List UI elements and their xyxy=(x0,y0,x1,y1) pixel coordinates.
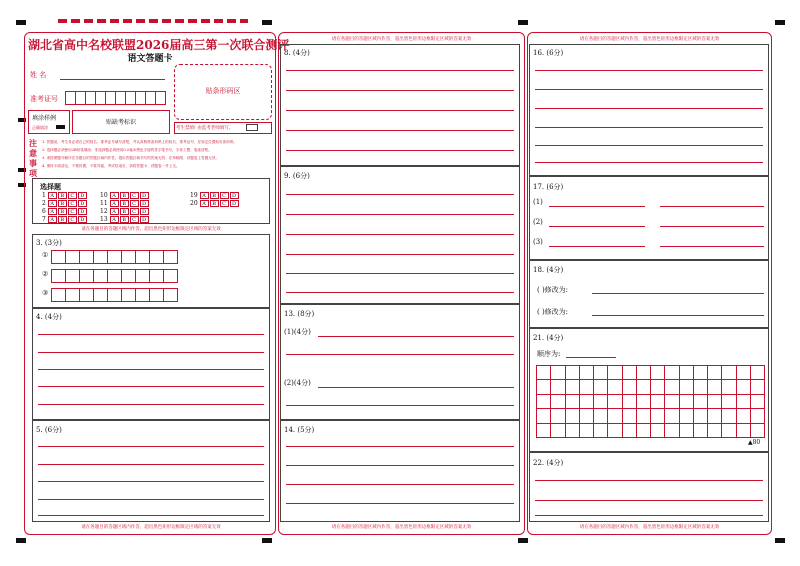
grid-cell[interactable] xyxy=(650,423,665,438)
q16-answer-area[interactable] xyxy=(529,44,769,176)
grid-cell[interactable] xyxy=(550,365,565,380)
absent-mark-label: 贴缺考标识 xyxy=(105,119,136,126)
grid-cell[interactable] xyxy=(736,365,751,380)
q8-answer-area[interactable] xyxy=(280,44,520,166)
answer-line xyxy=(286,292,514,293)
q13-part-1: (1)(4分) xyxy=(284,328,311,336)
grid-cell[interactable] xyxy=(565,408,580,423)
q21-writing-grid[interactable] xyxy=(536,365,764,437)
answer-line xyxy=(286,446,514,447)
grid-cell[interactable] xyxy=(679,379,694,394)
grid-cell[interactable] xyxy=(622,379,637,394)
choice-row-13[interactable]: 13 A B C D xyxy=(100,216,150,223)
answer-line xyxy=(286,70,514,71)
page-subtitle: 语文答题卡 xyxy=(127,54,173,64)
choice-row-20[interactable]: 20 A B C D xyxy=(190,200,240,207)
grid-cell[interactable] xyxy=(693,408,708,423)
grid-cell[interactable] xyxy=(679,408,694,423)
grid-cell[interactable] xyxy=(636,408,651,423)
note-item: 4. 保持卡面清洁，不要折叠，不要弄破，考试结束后，请将答题卡、试题卷一并上交。 xyxy=(42,164,180,168)
q18-label: 18. (4分) xyxy=(533,266,564,274)
grid-cell[interactable] xyxy=(721,365,736,380)
answer-line xyxy=(318,336,514,337)
grid-cell[interactable] xyxy=(721,408,736,423)
grid-cell[interactable] xyxy=(565,365,580,380)
grid-cell[interactable] xyxy=(650,365,665,380)
q16-label: 16. (6分) xyxy=(533,49,564,57)
answer-line xyxy=(38,404,264,405)
grid-cell[interactable] xyxy=(750,408,765,423)
grid-cell[interactable] xyxy=(707,379,722,394)
q18-line-2: ( )修改为: xyxy=(537,308,569,316)
grid-cell[interactable] xyxy=(607,423,622,438)
q3-grid-row-3[interactable] xyxy=(52,287,178,306)
grid-cell[interactable] xyxy=(736,408,751,423)
grid-cell[interactable] xyxy=(721,423,736,438)
grid-cell[interactable] xyxy=(750,423,765,438)
grid-cell[interactable] xyxy=(565,379,580,394)
answer-line xyxy=(286,234,514,235)
grid-cell[interactable] xyxy=(693,365,708,380)
q9-label: 9. (6分) xyxy=(284,172,310,180)
choice-row-7[interactable]: 7 A B C D xyxy=(42,216,88,223)
grid-cell[interactable] xyxy=(536,379,551,394)
grid-cell[interactable] xyxy=(607,379,622,394)
grid-cell[interactable] xyxy=(565,423,580,438)
grid-cell[interactable] xyxy=(679,394,694,409)
grid-cell[interactable] xyxy=(593,379,608,394)
grid-cell[interactable] xyxy=(550,408,565,423)
choice-row-10[interactable]: 10 A B C D xyxy=(100,192,150,199)
barcode-area-label: 贴条形码区 xyxy=(205,87,241,95)
grid-cell[interactable] xyxy=(736,379,751,394)
alignment-mark xyxy=(775,538,785,543)
grid-cell[interactable] xyxy=(550,379,565,394)
q14-label: 14. (5分) xyxy=(284,426,315,434)
note-item: 2. 选择题必须使用2B铅笔填涂；非选择题必须使用0.5毫米黑色字迹的签字笔书写，字体工整、笔迹清楚。 xyxy=(42,148,212,152)
boundary-note: 请在各题目的答题区域内作答，超出黑色矩形边框限定区域的答案无效 xyxy=(81,227,221,232)
answer-line xyxy=(286,254,514,255)
answer-line xyxy=(286,484,514,485)
choice-row-2[interactable]: 2 A B C D xyxy=(42,200,88,207)
grid-cell[interactable] xyxy=(565,394,580,409)
grid-cell[interactable] xyxy=(579,408,594,423)
answer-line xyxy=(286,110,514,111)
grid-cell[interactable] xyxy=(593,408,608,423)
grid-cell[interactable] xyxy=(593,394,608,409)
choice-row-1[interactable]: 1 A B C D xyxy=(42,192,88,199)
grid-cell[interactable] xyxy=(579,423,594,438)
q13-answer-area[interactable] xyxy=(280,304,520,420)
notes-title-1: 注 xyxy=(29,138,37,148)
answer-line xyxy=(286,130,514,131)
choice-row-11[interactable]: 11 A B C D xyxy=(100,200,150,207)
grid-cell[interactable] xyxy=(607,394,622,409)
grid-cell[interactable] xyxy=(636,365,651,380)
grid-cell[interactable] xyxy=(707,365,722,380)
grid-cell[interactable] xyxy=(721,394,736,409)
notes-title-2: 意 xyxy=(29,148,37,158)
q22-label: 22. (4分) xyxy=(533,459,564,467)
q18-line-1: ( )修改为: xyxy=(537,286,569,294)
answer-line xyxy=(38,386,264,387)
grid-cell[interactable] xyxy=(707,408,722,423)
alignment-mark xyxy=(262,538,272,543)
grid-cell[interactable] xyxy=(536,394,551,409)
q22-answer-area[interactable] xyxy=(529,452,769,522)
grid-cell[interactable] xyxy=(664,394,679,409)
grid-cell[interactable] xyxy=(650,394,665,409)
grid-cell[interactable] xyxy=(707,423,722,438)
exam-number-boxes[interactable] xyxy=(66,90,166,104)
q21-grid-count: ▲80 xyxy=(748,439,761,446)
alignment-mark xyxy=(16,20,26,25)
grid-cell[interactable] xyxy=(693,379,708,394)
answer-line xyxy=(38,334,264,335)
fill-example-label: 填涂样例 xyxy=(32,115,57,122)
answer-line xyxy=(286,465,514,466)
q21-label: 21. (4分) xyxy=(533,334,564,342)
grid-cell[interactable] xyxy=(550,394,565,409)
answer-line xyxy=(38,446,264,447)
grid-cell[interactable] xyxy=(664,379,679,394)
answer-line xyxy=(535,145,763,146)
answer-line xyxy=(592,293,764,294)
answer-line xyxy=(286,90,514,91)
q17-part-label: (1) xyxy=(533,198,543,206)
answer-line xyxy=(535,480,763,481)
notes-title-3: 事 xyxy=(29,158,37,168)
answer-line xyxy=(286,194,514,195)
grid-cell[interactable] xyxy=(750,365,765,380)
page-title: 湖北省高中名校联盟2026届高三第一次联合测评 xyxy=(28,38,290,52)
grid-cell[interactable] xyxy=(750,394,765,409)
boundary-note: 请在各题目的答题区域内作答，超出黑色矩形边框限定区域的答案无效 xyxy=(579,37,720,42)
q3-grid-row-2[interactable] xyxy=(52,268,178,287)
grid-cell[interactable] xyxy=(550,423,565,438)
header-dash-bar xyxy=(58,19,248,23)
answer-line xyxy=(38,464,264,465)
answer-line xyxy=(38,369,264,370)
grid-cell[interactable] xyxy=(536,365,551,380)
q3-row-label: ① xyxy=(42,251,49,259)
boundary-note: 请在各题目的答题区域内作答，超出黑色矩形边框限定区域的答案无效 xyxy=(81,525,221,530)
answer-line xyxy=(286,150,514,151)
grid-cell[interactable] xyxy=(750,379,765,394)
q5-answer-area[interactable] xyxy=(32,420,270,522)
answer-line xyxy=(286,405,514,406)
grid-cell[interactable] xyxy=(607,408,622,423)
answer-line xyxy=(660,246,764,247)
exam-number-label: 准考证号 xyxy=(30,95,58,103)
grid-cell[interactable] xyxy=(536,423,551,438)
answer-line xyxy=(566,357,616,358)
answer-line xyxy=(535,127,763,128)
answer-line xyxy=(592,315,764,316)
boundary-note: 请在各题目的答题区域内作答，超出黑色矩形边框限定区域的答案无效 xyxy=(331,37,472,42)
grid-cell[interactable] xyxy=(622,365,637,380)
boundary-note: 请在各题目的答题区域内作答，超出黑色矩形边框限定区域的答案无效 xyxy=(579,525,720,530)
q5-label: 5. (6分) xyxy=(36,426,62,434)
answer-line xyxy=(38,499,264,500)
boundary-note: 请在各题目的答题区域内作答，超出黑色矩形边框限定区域的答案无效 xyxy=(331,525,472,530)
name-label: 姓 名 xyxy=(30,71,47,79)
notes-title-4: 项 xyxy=(29,168,37,178)
answer-line xyxy=(38,481,264,482)
name-underline xyxy=(60,79,165,80)
grid-cell[interactable] xyxy=(736,394,751,409)
grid-cell[interactable] xyxy=(693,423,708,438)
answer-line xyxy=(549,226,645,227)
grid-cell[interactable] xyxy=(622,408,637,423)
q13-part-2: (2)(4分) xyxy=(284,379,311,387)
grid-cell[interactable] xyxy=(679,365,694,380)
q3-row-label: ② xyxy=(42,270,49,278)
q17-answer-area[interactable] xyxy=(529,176,769,260)
grid-cell[interactable] xyxy=(579,365,594,380)
note-item: 3. 请按照题号顺序在各题目的答题区域内作答，超出答题区域书写的答案无效；在草稿纸、试题卷上答题无效。 xyxy=(42,156,220,160)
answer-line xyxy=(660,206,764,207)
answer-line xyxy=(38,515,264,516)
note-item: 1. 答题前，考生务必将自己的姓名、准考证号填写清楚，并认真核准条形码上的姓名、准考证号，在规定位置贴好条形码。 xyxy=(42,140,238,144)
grid-cell[interactable] xyxy=(579,379,594,394)
grid-cell[interactable] xyxy=(607,365,622,380)
answer-line xyxy=(535,89,763,90)
grid-cell[interactable] xyxy=(593,423,608,438)
q4-label: 4. (4分) xyxy=(36,313,62,321)
answer-line xyxy=(286,273,514,274)
answer-line xyxy=(286,503,514,504)
correct-fill-label: 正确填涂 xyxy=(32,125,48,130)
q17-label: 17. (6分) xyxy=(533,183,564,191)
answer-line xyxy=(535,108,763,109)
grid-cell[interactable] xyxy=(707,394,722,409)
alignment-mark xyxy=(262,20,272,25)
q9-answer-area[interactable] xyxy=(280,166,520,304)
q3-row-label: ③ xyxy=(42,289,49,297)
grid-cell[interactable] xyxy=(579,394,594,409)
grid-cell[interactable] xyxy=(636,423,651,438)
q13-label: 13. (8分) xyxy=(284,310,315,318)
grid-cell[interactable] xyxy=(536,408,551,423)
answer-line xyxy=(535,500,763,501)
q17-part-label: (3) xyxy=(533,238,543,246)
answer-line xyxy=(535,70,763,71)
grid-cell[interactable] xyxy=(721,379,736,394)
alignment-mark xyxy=(16,538,26,543)
choice-row-12[interactable]: 12 A B C D xyxy=(100,208,150,215)
grid-cell[interactable] xyxy=(636,379,651,394)
answer-line xyxy=(286,354,514,355)
grid-cell[interactable] xyxy=(636,394,651,409)
answer-line xyxy=(535,162,763,163)
q14-answer-area[interactable] xyxy=(280,420,520,522)
answer-line xyxy=(38,352,264,353)
grid-cell[interactable] xyxy=(736,423,751,438)
absent-checkbox[interactable] xyxy=(246,124,258,131)
q17-part-label: (2) xyxy=(533,218,543,226)
grid-cell[interactable] xyxy=(664,423,679,438)
alignment-mark xyxy=(518,538,528,543)
answer-line xyxy=(549,206,645,207)
filled-bubble-sample xyxy=(56,125,65,129)
grid-cell[interactable] xyxy=(622,394,637,409)
choice-title: 选择题 xyxy=(40,182,61,191)
absent-note: 考生禁填! 由监考老师填写。 xyxy=(176,126,234,131)
answer-line xyxy=(535,515,763,516)
grid-cell[interactable] xyxy=(664,365,679,380)
q3-grid-row-1[interactable] xyxy=(52,249,178,268)
grid-cell[interactable] xyxy=(593,365,608,380)
choice-row-6[interactable]: 6 A B C D xyxy=(42,208,88,215)
alignment-mark xyxy=(518,20,528,25)
grid-cell[interactable] xyxy=(650,408,665,423)
grid-cell[interactable] xyxy=(679,423,694,438)
answer-line xyxy=(549,246,645,247)
q8-label: 8. (4分) xyxy=(284,49,310,57)
alignment-mark xyxy=(775,20,785,25)
grid-cell[interactable] xyxy=(664,408,679,423)
q3-label: 3. (3分) xyxy=(36,239,62,247)
grid-cell[interactable] xyxy=(650,379,665,394)
answer-line xyxy=(286,214,514,215)
grid-cell[interactable] xyxy=(693,394,708,409)
choice-row-19[interactable]: 19 A B C D xyxy=(190,192,240,199)
answer-line xyxy=(660,226,764,227)
grid-cell[interactable] xyxy=(622,423,637,438)
q21-order-label: 顺序为: xyxy=(537,350,561,358)
answer-line xyxy=(318,387,514,388)
